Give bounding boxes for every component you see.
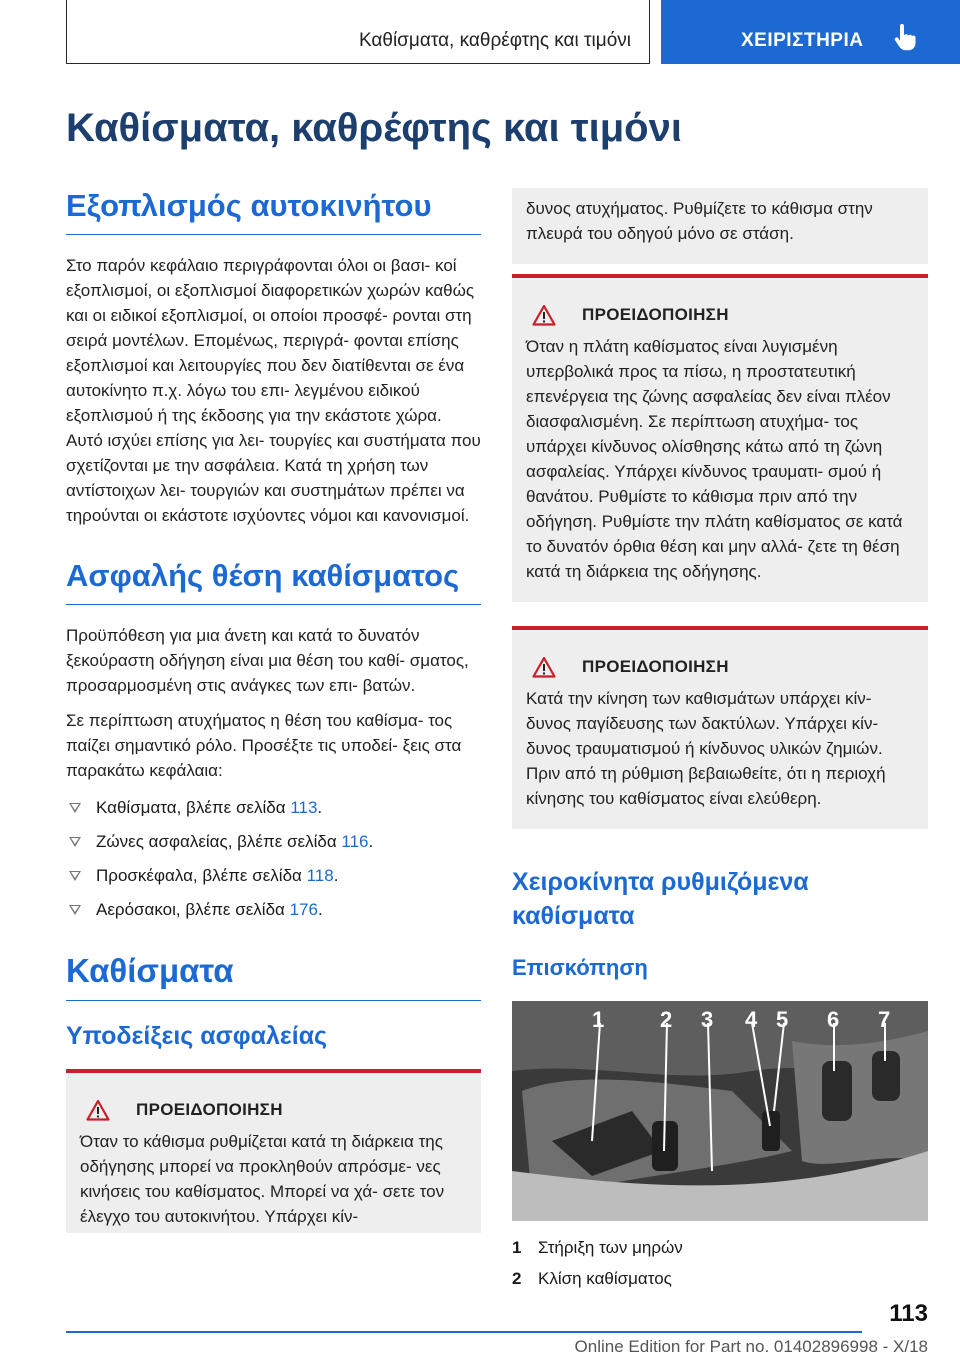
page-link[interactable]: 176: [289, 900, 318, 919]
warning-box-2: [512, 274, 928, 602]
overview-heading: Επισκόπηση: [512, 955, 648, 980]
page-link[interactable]: 118: [306, 866, 334, 885]
warning-triangle-icon: [86, 1099, 110, 1121]
list-item: Καθίσματα, βλέπε σελίδα 113.: [66, 795, 481, 820]
safe-seat-paragraph-2: Σε περίπτωση ατυχήματος η θέση του καθίσμα‐ τος παίζει σημαντικό ρόλο. Προσέξτε τις υποδεί‐ ξεις στα παρακάτω κεφάλαια:: [66, 711, 462, 780]
warning-box-1: [66, 1069, 481, 1233]
triangle-bullet-icon: [69, 871, 81, 881]
seats-heading: Καθίσματα: [66, 952, 481, 1001]
seat-controls-illustration: [512, 1001, 928, 1221]
page-title: Καθίσματα, καθρέφτης και τιμόνι: [66, 106, 682, 150]
warning-3-text: Κατά την κίνηση των καθισμάτων υπάρχει κίν‐ δυνος παγίδευσης των δακτύλων. Υπάρχει κίν‐ δυνος τραυματισμού ή κίνδυνος υλικών ζημιών. Πριν από τη ρύθμιση βεβαιωθείτε, ότι η περιοχή κίνησης του καθίσματος είναι ελεύθερη.: [526, 689, 886, 808]
edition-note: Online Edition for Part no. 01402896998 - X/18: [574, 1337, 928, 1356]
header-section-tab[interactable]: [661, 0, 960, 64]
list-item: Προσκέφαλα, βλέπε σελίδα 118.: [66, 863, 481, 888]
triangle-bullet-icon: [69, 803, 81, 813]
manual-seats-heading: Χειροκίνητα ρυθμιζόμενα καθίσματα: [512, 868, 809, 930]
page-link[interactable]: 113: [290, 798, 318, 817]
hand-pointer-icon: [893, 24, 917, 52]
safe-seat-paragraph-1: Προϋπόθεση για μια άνετη και κατά το δυνατόν ξεκούραστη οδήγηση είναι μια θέση του καθί‐ σματος, προσαρμοσμένη στις ανάγκες των επι‐ βατών.: [66, 626, 469, 695]
warning-1-text: Όταν το κάθισμα ρυθμίζεται κατά τη διάρκεια της οδήγησης μπορεί να προκληθούν απρόσμε‐ νες κινήσεις του καθίσματος. Μπορεί να χά‐ σετε τον έλεγχο του αυτοκινήτου. Υπάρχει κίν‐: [80, 1132, 445, 1226]
page-link[interactable]: 116: [341, 832, 369, 851]
equipment-paragraph: Στο παρόν κεφάλαιο περιγράφονται όλοι οι βασι‐ κοί εξοπλισμοί, οι εξοπλισμοί διαφορετικών χωρών καθώς και οι ειδικοί εξοπλισμοί, οι οποίοι προσφέ‐ ρονται στη σειρά μοντέλων. Επομένως, περιγρά‐ φονται επίσης εξοπλισμοί και λειτουργίες που δεν διατίθενται σε ένα αυτοκίνητο π.χ. λόγω του επι‐ λεγμένου ειδικού εξοπλισμού ή της έκδοσης για την εκάστοτε χώρα. Αυτό ισχύει επίσης για λει‐ τουργίες και συστήματα που σχετίζονται με την ασφάλεια. Κατά τη χρήση των αντίστοιχων λει‐ τουργιών και συστημάτων πρέπει να τηρούνται οι εκάστοτε ισχύοντες νόμοι και κανονισμοί.: [66, 256, 481, 525]
list-item: Ζώνες ασφαλείας, βλέπε σελίδα 116.: [66, 829, 481, 854]
warning-triangle-icon: [532, 656, 556, 678]
callout-label: 7: [878, 1007, 891, 1032]
triangle-bullet-icon: [69, 905, 81, 915]
callout-label: 1: [592, 1007, 605, 1032]
left-column: [66, 188, 481, 1233]
seat-drawing: [512, 1001, 928, 1221]
reference-list: [66, 795, 481, 922]
callout-label: 5: [776, 1007, 789, 1032]
warning-label: ΠΡΟΕΙΔΟΠΟΙΗΣΗ: [136, 1100, 283, 1119]
triangle-bullet-icon: [69, 837, 81, 847]
header-chapter-box: [66, 0, 650, 64]
callout-label: 4: [745, 1007, 758, 1032]
warning-2-text: Όταν η πλάτη καθίσματος είναι λυγισμένη υπερβολικά προς τα πίσω, η προστατευτική επενέργεια της ζώνης ασφαλείας δεν είναι πλέον διασφαλισμένη. Σε περίπτωση ατυχήμα‐ τος υπάρχει κίνδυνος ολίσθησης κάτω από τη ζώνη ασφαλείας. Υπάρχει κίνδυνος τραυματι‐ σμού ή θανάτου. Ρυθμίστε το κάθισμα πριν από την οδήγηση. Ρυθμίστε την πλάτη καθίσματος σε κατά το δυνατόν όρθια θέση και μην αλλά‐ ζετε τη θέση κατά τη διάρκεια της οδήγησης.: [526, 337, 903, 581]
legend-item: 2 Κλίση καθίσματος: [512, 1269, 672, 1288]
callout-label: 3: [701, 1007, 714, 1032]
callout-label: 6: [827, 1007, 840, 1032]
right-column: [512, 188, 928, 1297]
header-chapter-title: Καθίσματα, καθρέφτης και τιμόνι: [358, 30, 631, 51]
page-number: 113: [889, 1300, 928, 1327]
legend-item: 1 Στήριξη των μηρών: [512, 1238, 683, 1257]
legend-list: [512, 1235, 928, 1291]
warning-triangle-icon: [532, 304, 556, 326]
safe-seat-heading: Ασφαλής θέση καθίσματος: [66, 558, 481, 605]
warning-1-continuation: [512, 188, 928, 264]
warning-box-3: [512, 626, 928, 829]
equipment-heading: Εξοπλισμός αυτοκινήτου: [66, 188, 481, 235]
header-section-label: ΧΕΙΡΙΣΤΗΡΙΑ: [741, 30, 864, 51]
callout-label: 2: [660, 1007, 673, 1032]
warning-1-continued-text: δυνος ατυχήματος. Ρυθμίζετε το κάθισμα στην πλευρά του οδηγού μόνο σε στάση.: [526, 199, 873, 243]
warning-label: ΠΡΟΕΙΔΟΠΟΙΗΣΗ: [582, 305, 729, 324]
list-item: Αερόσακοι, βλέπε σελίδα 176.: [66, 897, 481, 922]
warning-label: ΠΡΟΕΙΔΟΠΟΙΗΣΗ: [582, 657, 729, 676]
footer-divider: [66, 1331, 862, 1333]
safety-notes-heading: Υποδείξεις ασφαλείας: [66, 1022, 328, 1050]
